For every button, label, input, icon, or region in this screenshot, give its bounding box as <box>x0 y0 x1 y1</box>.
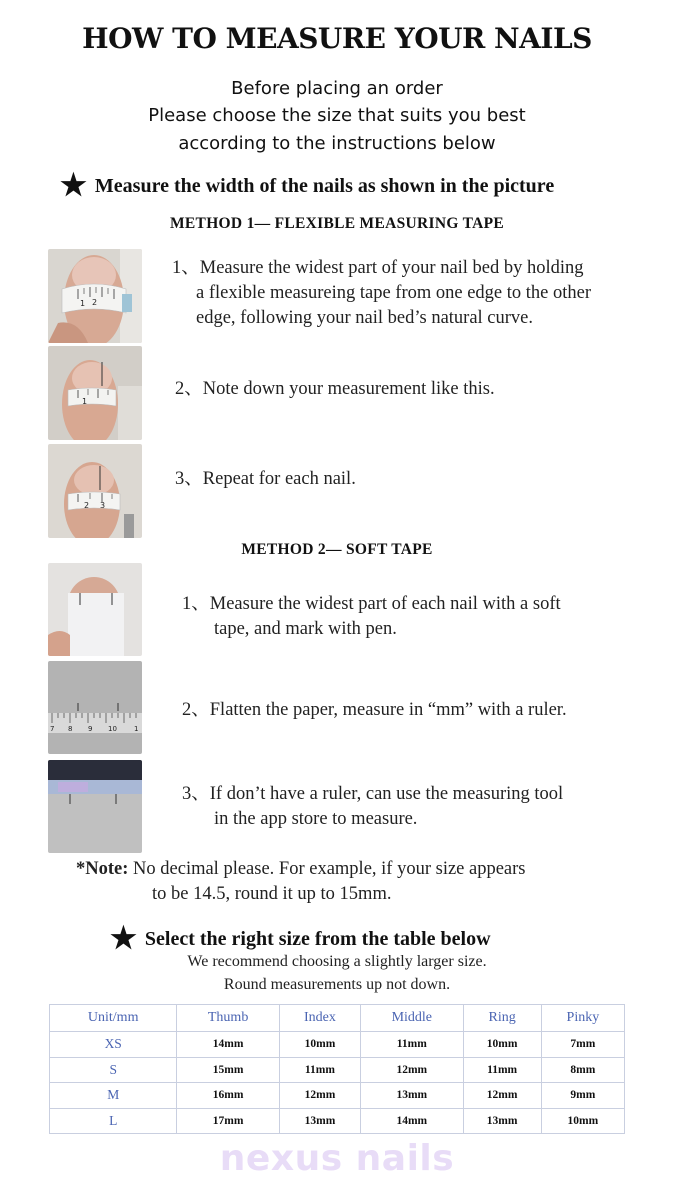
select-heading-text: Select the right size from the table below <box>144 928 491 950</box>
table-cell: 14mm <box>361 1108 463 1134</box>
size-label: M <box>50 1083 177 1109</box>
table-cell: 13mm <box>463 1108 541 1134</box>
table-cell: 15mm <box>177 1057 279 1083</box>
method2-step-3: 3、If don’t have a ruler, can use the measuring tool in the app store to measure. <box>182 784 564 829</box>
tape-mark-label: 2 <box>92 298 98 307</box>
header-middle: Middle <box>361 1005 463 1032</box>
method2-photo-2 <box>48 661 142 754</box>
page-title: HOW TO MEASURE YOUR NAILS <box>82 22 592 55</box>
size-table <box>49 1004 625 1134</box>
table-cell: 13mm <box>361 1083 463 1109</box>
ruler-mark-label: 10 <box>108 725 117 733</box>
ruler-mark-label: 1 <box>134 725 139 733</box>
table-row <box>50 1083 625 1109</box>
size-label: S <box>50 1057 177 1083</box>
method1-photo-2 <box>48 346 142 440</box>
table-cell: 8mm <box>541 1057 624 1083</box>
table-cell: 13mm <box>279 1108 360 1134</box>
table-cell: 11mm <box>279 1057 360 1083</box>
star-icon: ★ <box>110 922 137 955</box>
ruler-mark-label: 8 <box>68 725 73 733</box>
header-thumb: Thumb <box>177 1005 279 1032</box>
soft-tape-image <box>48 563 142 656</box>
header-unit: Unit/mm <box>50 1005 177 1032</box>
table-cell: 12mm <box>279 1083 360 1109</box>
select-heading <box>110 921 491 956</box>
table-cell: 16mm <box>177 1083 279 1109</box>
measure-heading <box>60 168 554 203</box>
thumb-tape-wrap-image <box>48 249 142 343</box>
table-row <box>50 1057 625 1083</box>
method1-title: METHOD 1— FLEXIBLE MEASURING TAPE <box>169 215 504 232</box>
table-cell: 10mm <box>463 1032 541 1058</box>
method1-photo-3 <box>48 444 142 538</box>
ruler-mark-label: 9 <box>88 725 93 733</box>
method2-title: METHOD 2— SOFT TAPE <box>241 541 433 558</box>
recommend-line-1: We recommend choosing a slightly larger size. <box>187 953 487 970</box>
method2-photo-1 <box>48 563 142 656</box>
method1-photo-1 <box>48 249 142 343</box>
ruler-mark-label: 7 <box>50 725 55 733</box>
note-label: *Note: <box>76 859 129 879</box>
table-cell: 7mm <box>541 1032 624 1058</box>
table-cell: 11mm <box>463 1057 541 1083</box>
intro-line-1: Before placing an order <box>231 78 443 99</box>
intro-line-3: according to the instructions below <box>178 133 496 154</box>
size-label: L <box>50 1108 177 1134</box>
table-cell: 14mm <box>177 1032 279 1058</box>
method2-step-1: 1、Measure the widest part of each nail with a soft tape, and mark with pen. <box>182 594 561 639</box>
table-cell: 11mm <box>361 1032 463 1058</box>
table-cell: 12mm <box>463 1083 541 1109</box>
method2-photo-3 <box>48 760 142 853</box>
tape-mark-label: 3 <box>100 501 106 510</box>
method1-step-3: 3、Repeat for each nail. <box>175 469 356 489</box>
table-cell: 9mm <box>541 1083 624 1109</box>
table-header-row <box>50 1005 625 1032</box>
tape-mark-label: 2 <box>84 501 90 510</box>
note: *Note: No decimal please. For example, if your size appears to be 14.5, round it up to 15mm. <box>76 859 526 904</box>
measure-heading-text: Measure the width of the nails as shown in the picture <box>94 175 555 197</box>
header-ring: Ring <box>463 1005 541 1032</box>
table-cell: 17mm <box>177 1108 279 1134</box>
ruler-image <box>48 661 142 754</box>
table-row <box>50 1032 625 1058</box>
table-cell: 12mm <box>361 1057 463 1083</box>
size-label: XS <box>50 1032 177 1058</box>
header-pinky: Pinky <box>541 1005 624 1032</box>
table-row <box>50 1108 625 1134</box>
header-index: Index <box>279 1005 360 1032</box>
method2-step-2: 2、Flatten the paper, measure in “mm” with a ruler. <box>182 700 567 720</box>
tape-mark-label: 1 <box>80 299 86 308</box>
method1-step-2: 2、Note down your measurement like this. <box>175 379 495 399</box>
app-measure-image <box>48 760 142 853</box>
table-cell: 10mm <box>279 1032 360 1058</box>
thumb-tape-reading-image <box>48 346 142 440</box>
intro-line-2: Please choose the size that suits you best <box>148 105 526 126</box>
brand-logo: nexus nails <box>219 1138 455 1179</box>
star-icon: ★ <box>60 169 87 202</box>
method1-step-1: 1、Measure the widest part of your nail bed by holding a flexible measureing tape from one edge to the other edge, following your nail bed’s natural curve. <box>172 258 592 328</box>
tape-mark-label: 1 <box>82 397 88 406</box>
recommend-line-2: Round measurements up not down. <box>223 976 451 993</box>
thumb-tape-repeat-image <box>48 444 142 538</box>
table-cell: 10mm <box>541 1108 624 1134</box>
